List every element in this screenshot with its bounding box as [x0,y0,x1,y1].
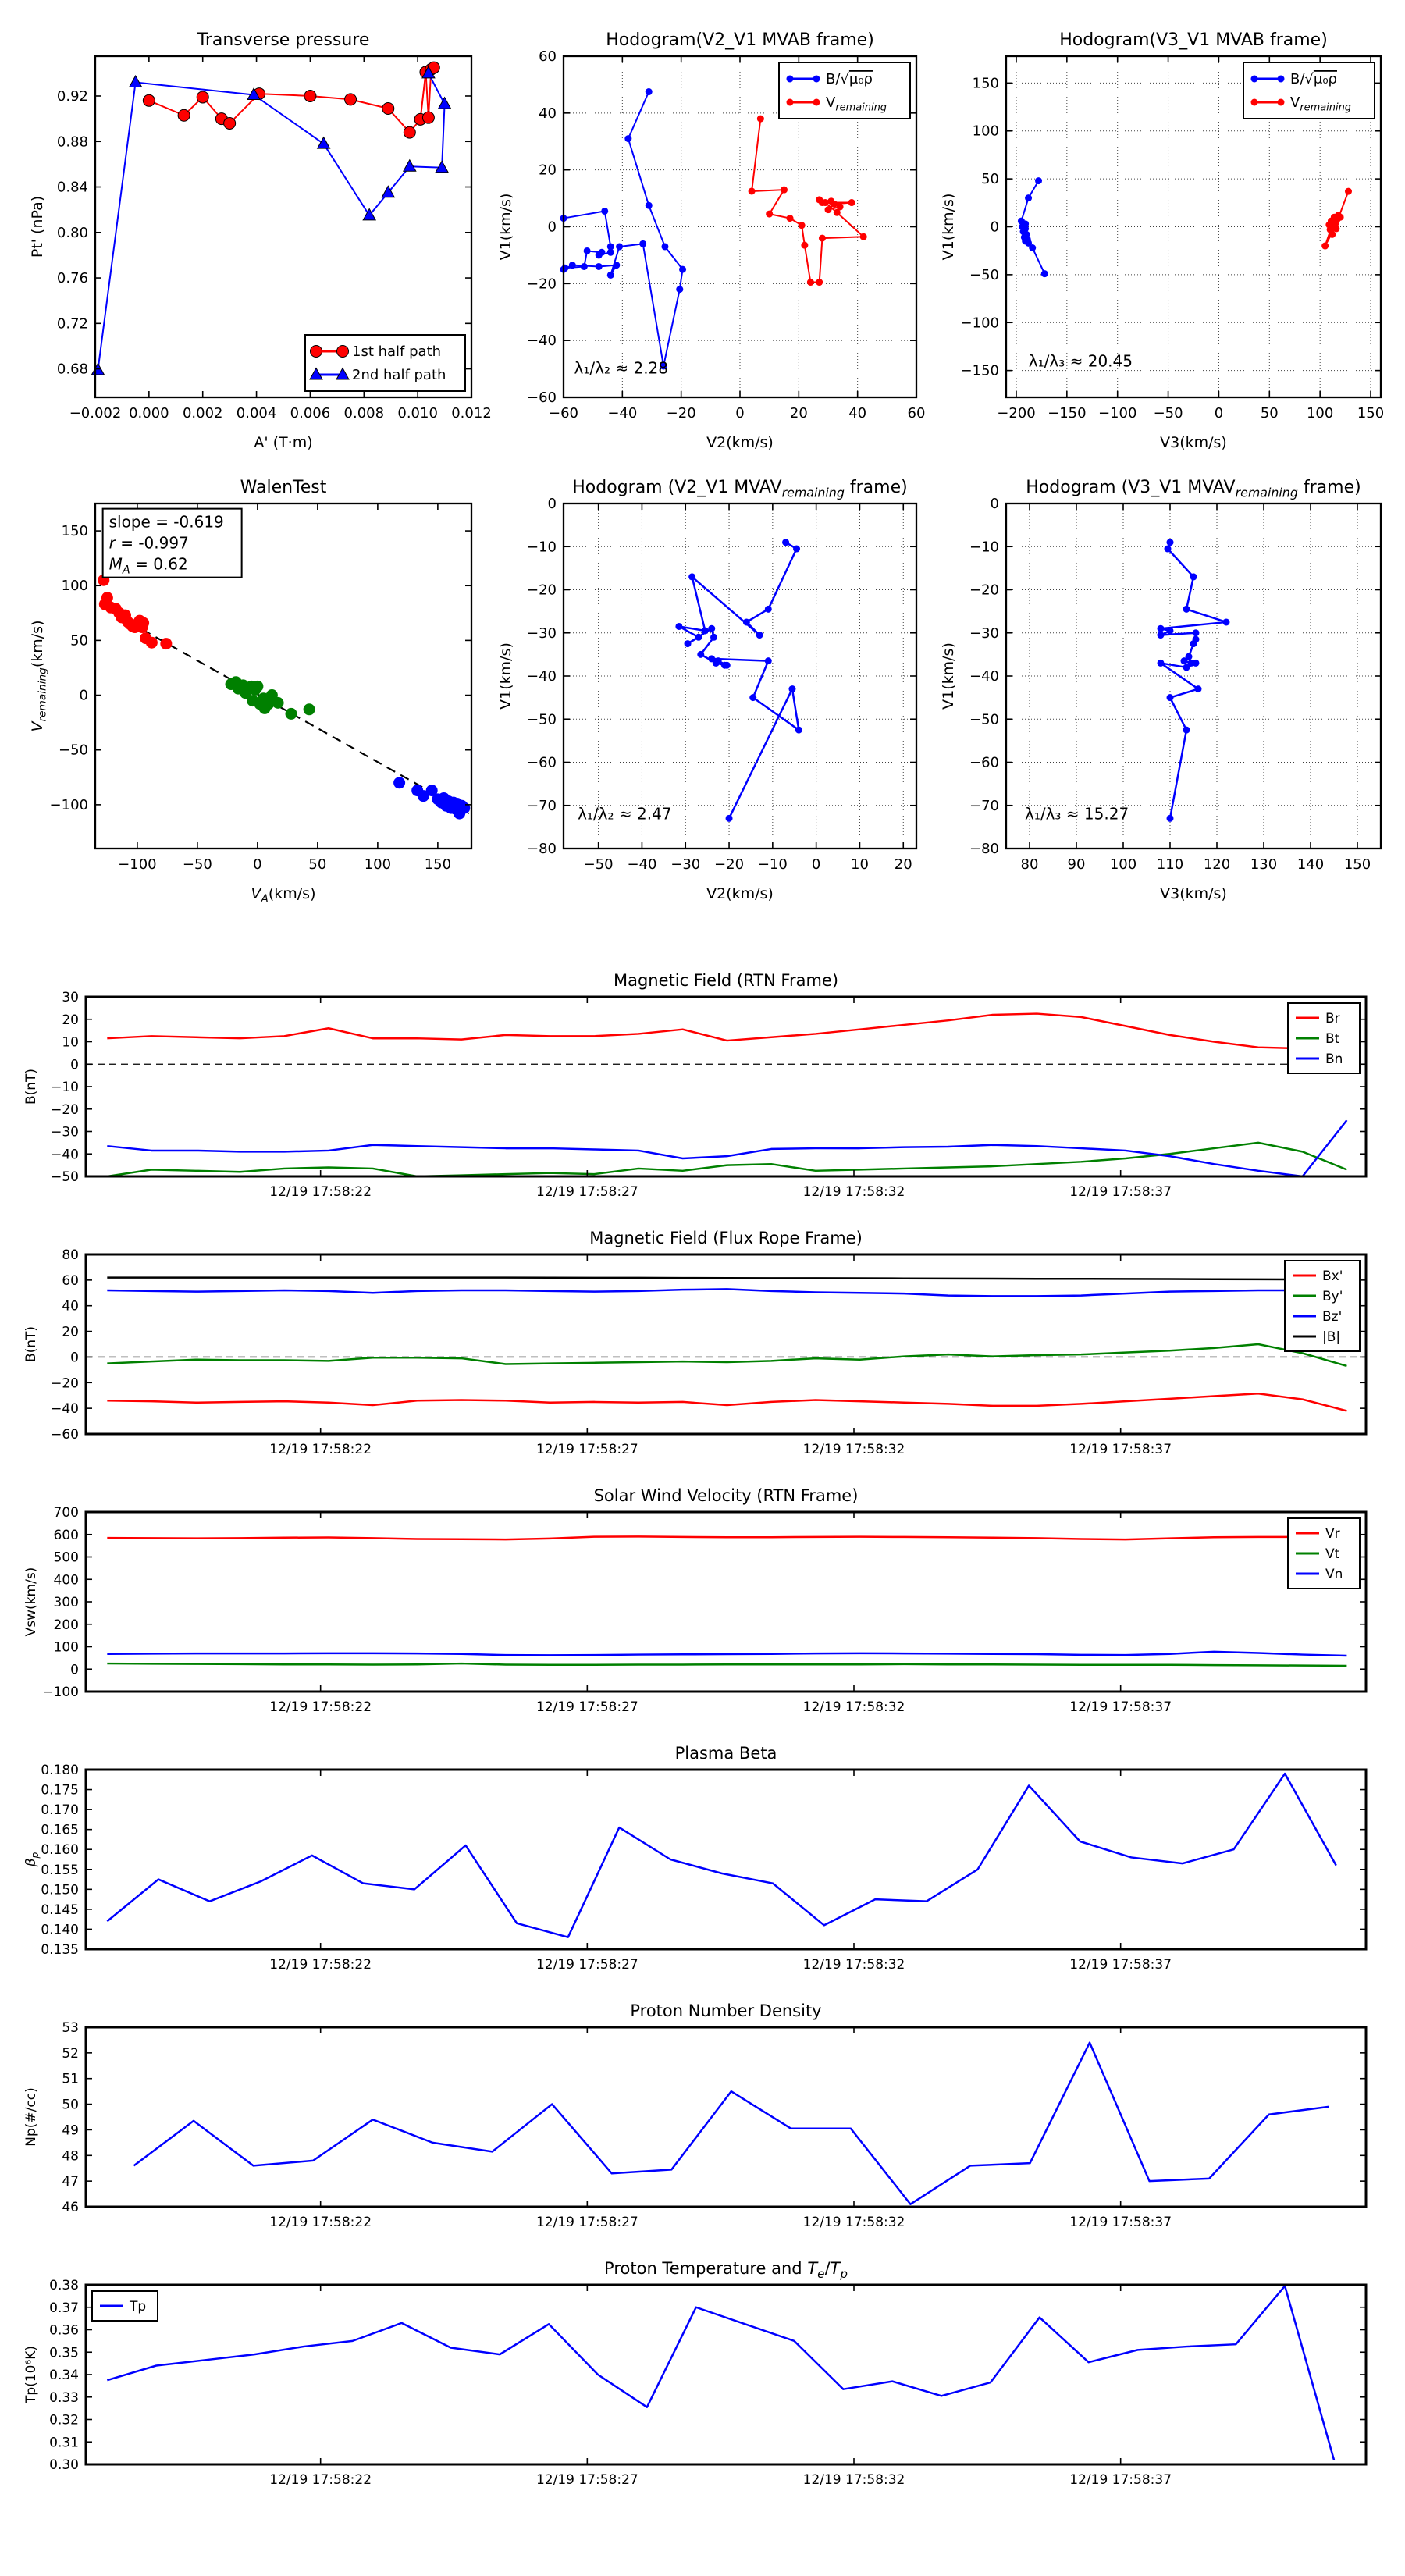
x-tick-label: −200 [997,405,1036,422]
y-tick-label: 0.155 [41,1862,79,1878]
y-tick-label: −40 [527,333,557,350]
x-tick-label: −0.002 [69,405,122,422]
y-tick-label: −100 [49,796,88,813]
chart-title: Plasma Beta [674,1744,777,1763]
x-tick-label: 12/19 17:58:27 [535,1957,638,1973]
legend-label: 2nd half path [352,367,446,383]
x-axis-label: V2(km/s) [706,885,774,902]
y-tick-label: 0.36 [49,2322,79,2339]
x-tick-label: 100 [364,856,392,873]
y-tick-label: 0.33 [49,2389,79,2406]
x-tick-label: 12/19 17:58:37 [1069,1442,1172,1457]
y-tick-label: 600 [53,1527,79,1543]
y-tick-label: −40 [51,1147,79,1163]
y-tick-label: 0 [70,1350,79,1366]
x-tick-label: −100 [1097,405,1137,422]
x-axis-label: V2(km/s) [706,434,774,451]
legend-label: Vt [1325,1546,1340,1562]
y-tick-label: 0.150 [41,1882,79,1898]
y-axis-label: Tp(10⁶K) [23,2345,39,2404]
y-tick-label: 50 [70,632,88,649]
x-axis-label: V3(km/s) [1160,885,1227,902]
y-tick-label: 500 [53,1550,79,1566]
annotation: λ₁/λ₃ ≈ 20.45 [1028,351,1133,371]
y-axis-label: Pt' (nPa) [29,195,46,258]
y-tick-label: 0 [70,1662,79,1678]
y-tick-label: 700 [53,1505,79,1521]
legend-label: By' [1322,1289,1343,1304]
legend-label: Bt [1325,1031,1340,1047]
x-tick-label: 12/19 17:58:22 [269,2215,372,2230]
x-tick-label: 0.000 [129,405,169,422]
x-tick-label: 12/19 17:58:27 [535,1699,638,1715]
y-tick-label: 10 [62,1034,79,1051]
y-tick-label: 0.35 [49,2345,79,2361]
hodogram-v2v1-mvav-chart [492,464,929,913]
legend-label: Bn [1325,1051,1343,1067]
y-tick-label: −10 [51,1080,79,1095]
annotation: λ₁/λ₂ ≈ 2.28 [574,358,669,378]
y-tick-label: −20 [51,1101,79,1118]
y-tick-label: 300 [53,1595,79,1610]
y-tick-label: 400 [53,1572,79,1589]
y-tick-label: 0.31 [49,2435,79,2451]
x-tick-label: −50 [182,856,212,873]
y-tick-label: 0 [547,219,557,236]
y-tick-label: −10 [969,539,999,556]
x-tick-label: −100 [118,856,157,873]
plasma-beta-chart [20,1737,1389,1990]
x-tick-label: 0.012 [451,405,492,422]
y-tick-label: 20 [62,1012,79,1028]
x-tick-label: −20 [714,856,745,873]
x-tick-label: 50 [1260,405,1279,422]
legend-label: |B| [1322,1329,1341,1345]
x-tick-label: −150 [1048,405,1087,422]
hodogram-v2v1-mvab-chart [492,17,929,461]
legend [1285,1261,1360,1351]
x-tick-label: 50 [308,856,327,873]
stats-line: slope = -0.619 [108,512,224,532]
x-tick-label: 12/19 17:58:37 [1069,1957,1172,1973]
chart-title: Hodogram(V2_V1 MVAB frame) [606,30,874,50]
x-tick-label: 0 [811,856,821,873]
x-tick-label: 20 [789,405,808,422]
x-tick-label: 12/19 17:58:32 [802,2472,905,2488]
y-tick-label: −100 [960,315,999,332]
y-tick-label: 0.32 [49,2412,79,2428]
legend-label: Vr [1325,1526,1340,1542]
x-tick-label: 60 [907,405,926,422]
y-tick-label: 0 [70,1057,79,1073]
y-tick-label: −40 [51,1401,79,1418]
y-axis-label: V1(km/s) [497,642,514,710]
y-tick-label: −70 [527,797,557,814]
y-tick-label: −20 [969,582,999,599]
stats-line: r = -0.997 [108,533,189,553]
legend [779,62,910,119]
y-tick-label: 53 [62,2020,79,2036]
y-tick-label: −40 [527,668,557,685]
y-tick-label: 0.175 [41,1782,79,1799]
x-tick-label: 20 [894,856,912,873]
y-tick-label: 200 [53,1617,79,1633]
x-tick-label: 12/19 17:58:27 [535,1184,638,1200]
y-tick-label: 60 [539,48,557,65]
y-tick-label: −60 [527,390,557,406]
chart-title: Hodogram(V3_V1 MVAB frame) [1059,30,1328,50]
proton-density-chart [20,1994,1389,2247]
y-tick-label: −30 [527,624,557,642]
y-tick-label: −30 [969,624,999,642]
x-tick-label: 12/19 17:58:27 [535,1442,638,1457]
legend-label: Br [1325,1011,1340,1026]
x-tick-label: 12/19 17:58:27 [535,2472,638,2488]
legend [305,335,465,391]
chart-title: Magnetic Field (Flux Rope Frame) [589,1229,863,1247]
x-tick-label: 12/19 17:58:22 [269,1957,372,1973]
y-tick-label: 40 [62,1298,79,1315]
legend-label: B/√μ₀ρ [1290,71,1337,87]
y-tick-label: 0.170 [41,1802,79,1819]
y-tick-label: 49 [62,2122,79,2139]
x-tick-label: 0.002 [182,405,223,422]
chart-title: Proton Number Density [630,2001,822,2020]
y-tick-label: 0.76 [56,270,88,287]
x-tick-label: 140 [1297,856,1325,873]
transverse-pressure-chart [23,17,492,461]
chart-title: Hodogram (V3_V1 $MVAV_{remaining}$ frame) [1026,478,1361,500]
x-tick-label: −60 [549,405,578,422]
x-tick-label: 12/19 17:58:22 [269,1699,372,1715]
y-axis-label: V1(km/s) [940,193,957,261]
annotation: λ₁/λ₃ ≈ 15.27 [1025,804,1129,824]
y-tick-label: −20 [527,582,557,599]
x-tick-label: 0.008 [343,405,385,422]
y-axis-label: B(nT) [23,1325,39,1363]
legend-label: Bx' [1322,1268,1343,1284]
y-tick-label: 0.140 [41,1922,79,1938]
y-tick-label: 0.88 [56,133,88,151]
y-axis-label: V1(km/s) [940,642,957,710]
y-tick-label: 0.145 [41,1902,79,1918]
y-tick-label: 20 [62,1324,79,1340]
x-tick-label: 12/19 17:58:32 [802,2215,905,2230]
y-tick-label: −80 [969,841,999,857]
y-tick-label: 46 [62,2200,79,2215]
y-tick-label: 0.180 [41,1763,79,1778]
y-tick-label: −60 [969,754,999,771]
x-tick-label: 12/19 17:58:32 [802,1699,905,1715]
y-tick-label: 100 [61,578,88,595]
x-tick-label: −40 [627,856,657,873]
magnetic-field-rtn-chart [20,964,1389,1217]
y-tick-label: 40 [539,105,557,122]
y-tick-label: −10 [527,539,557,556]
chart-title: Transverse pressure [197,30,370,50]
chart-title: WalenTest [240,478,327,497]
y-tick-label: 150 [61,523,88,540]
chart-title: Proton Temperature and $T_e/T_p$ [604,2259,848,2282]
x-tick-label: 0.004 [236,405,277,422]
x-tick-label: 12/19 17:58:22 [269,1442,372,1457]
y-tick-label: −50 [59,742,88,759]
stats-line: $M_A = 0.62$ [108,554,188,577]
x-tick-label: 0 [253,856,262,873]
hodogram-v3v1-mvav-chart [934,464,1393,913]
y-tick-label: 100 [972,123,999,140]
x-tick-label: 90 [1067,856,1086,873]
y-tick-label: 0.72 [56,315,88,333]
x-tick-label: 100 [1109,856,1137,873]
chart-title: Solar Wind Velocity (RTN Frame) [593,1486,859,1505]
y-tick-label: 0 [547,496,557,512]
x-tick-label: 12/19 17:58:32 [802,1442,905,1457]
x-tick-label: 10 [851,856,869,873]
y-tick-label: 150 [972,75,999,92]
hodogram-v3v1-mvab-chart [934,17,1393,461]
y-tick-label: −20 [51,1375,79,1392]
legend [1243,62,1375,119]
x-tick-label: −10 [757,856,788,873]
y-tick-label: −100 [42,1685,79,1700]
legend-label: Vn [1325,1567,1343,1582]
y-axis-label: B(nT) [23,1068,39,1105]
x-tick-label: 12/19 17:58:32 [802,1184,905,1200]
x-axis-label: $V_A(km/s)$ [251,885,316,906]
y-tick-label: −60 [527,754,557,771]
x-tick-label: 12/19 17:58:37 [1069,1184,1172,1200]
y-tick-label: −20 [527,276,557,293]
y-tick-label: 0.160 [41,1842,79,1859]
y-tick-label: 47 [62,2174,79,2190]
y-tick-label: 48 [62,2148,79,2165]
y-axis-label: Vsw(km/s) [23,1567,39,1637]
x-tick-label: 12/19 17:58:27 [535,2215,638,2230]
y-tick-label: 100 [53,1639,79,1656]
y-tick-label: −50 [969,711,999,728]
x-tick-label: 0.010 [397,405,438,422]
x-tick-label: 40 [848,405,867,422]
y-tick-label: 0.165 [41,1822,79,1838]
y-tick-label: 0.80 [56,224,88,241]
x-axis-label: V3(km/s) [1160,434,1227,451]
y-tick-label: 80 [62,1247,79,1263]
y-tick-label: 0 [79,687,88,704]
solar-wind-velocity-chart [20,1479,1389,1732]
magnetic-field-flux-rope-chart [20,1222,1389,1475]
x-tick-label: 12/19 17:58:37 [1069,2472,1172,2488]
x-tick-label: 150 [424,856,452,873]
y-tick-label: −150 [960,362,999,379]
x-tick-label: −50 [1153,405,1183,422]
x-tick-label: 12/19 17:58:32 [802,1957,905,1973]
x-axis-label: A' (T·m) [254,434,313,451]
y-tick-label: 0.135 [41,1942,79,1958]
x-tick-label: 12/19 17:58:22 [269,1184,372,1200]
y-tick-label: −30 [51,1124,79,1140]
y-tick-label: 0 [990,219,999,236]
y-tick-label: −40 [969,668,999,685]
y-tick-label: 51 [62,2071,79,2087]
x-tick-label: 12/19 17:58:37 [1069,2215,1172,2230]
y-tick-label: 0.68 [56,361,88,378]
x-tick-label: 0 [735,405,745,422]
legend [92,2291,158,2321]
y-tick-label: 52 [62,2045,79,2062]
x-tick-label: 150 [1343,856,1371,873]
y-axis-label: $\beta_p$ [23,1852,41,1867]
legend-label: B/√μ₀ρ [826,71,873,87]
y-tick-label: −50 [969,266,999,283]
x-tick-label: 0 [1214,405,1224,422]
y-axis-label: V1(km/s) [497,193,514,261]
y-tick-label: 0.92 [56,87,88,105]
legend-label: Bz' [1322,1309,1343,1325]
y-tick-label: 30 [62,990,79,1005]
chart-title: Hodogram (V2_V1 $MVAV_{remaining}$ frame) [572,478,908,500]
y-tick-label: 0 [990,496,999,512]
legend [1288,1003,1360,1073]
y-tick-label: 50 [62,2097,79,2113]
legend-label: 1st half path [352,343,442,360]
x-tick-label: −20 [666,405,696,422]
x-tick-label: 110 [1156,856,1184,873]
y-tick-label: 50 [981,171,999,188]
x-tick-label: −50 [583,856,614,873]
y-tick-label: 0.30 [49,2457,79,2473]
chart-title: Magnetic Field (RTN Frame) [613,971,839,990]
x-tick-label: 100 [1306,405,1334,422]
legend-label: Tp [130,2299,147,2314]
y-axis-label: Np(#/cc) [23,2087,39,2147]
legend-label: $V_{remaining}$ [826,94,887,114]
y-tick-label: 60 [62,1272,79,1289]
y-tick-label: 0.34 [49,2368,79,2383]
x-tick-label: −40 [607,405,638,422]
y-axis-label: $V_{remaining}(km/s)$ [29,620,49,732]
annotation: λ₁/λ₂ ≈ 2.47 [578,804,672,824]
x-tick-label: 0.006 [290,405,331,422]
y-tick-label: −50 [51,1169,79,1185]
x-tick-label: 120 [1203,856,1231,873]
walen-test-chart [23,464,484,913]
proton-temperature-chart [20,2252,1389,2505]
x-tick-label: 12/19 17:58:37 [1069,1699,1172,1715]
x-tick-label: 130 [1250,856,1278,873]
legend-label: $V_{remaining}$ [1290,94,1352,114]
y-tick-label: 0.37 [49,2300,79,2316]
x-tick-label: −30 [670,856,701,873]
y-tick-label: 0.84 [56,179,88,196]
legend [1288,1518,1360,1589]
y-tick-label: −60 [51,1427,79,1443]
x-tick-label: 80 [1020,856,1039,873]
y-tick-label: 0.38 [49,2278,79,2293]
x-tick-label: 150 [1357,405,1385,422]
y-tick-label: −80 [527,841,557,857]
y-tick-label: −50 [527,711,557,728]
y-tick-label: 20 [539,162,557,179]
x-tick-label: 12/19 17:58:22 [269,2472,372,2488]
y-tick-label: −70 [969,797,999,814]
